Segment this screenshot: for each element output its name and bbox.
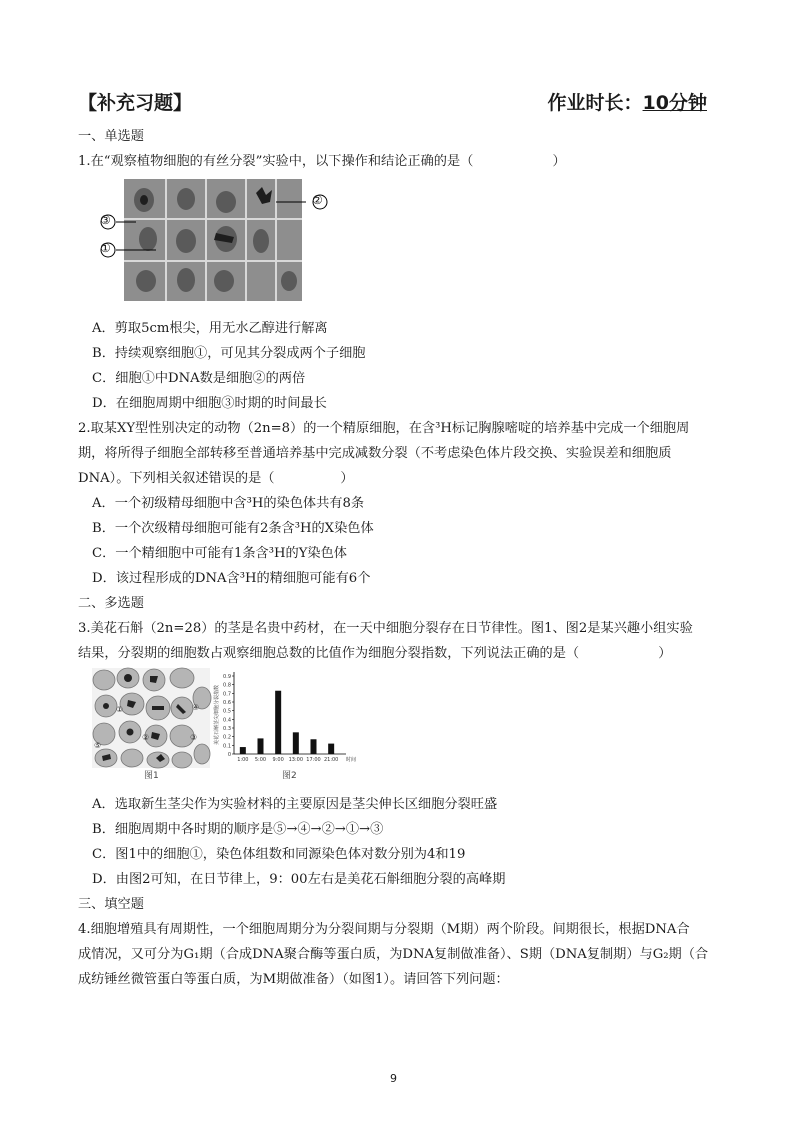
x-tick-label: 21:00 — [323, 757, 339, 763]
label-cell-3: ③ — [100, 213, 111, 227]
bar-1700 — [311, 739, 317, 754]
y-tick-label: 0.2 — [223, 734, 231, 741]
q2-option-b: B．一个次级精母细胞可能有2条含³H的X染色体 — [92, 521, 374, 536]
q3-option-d: D．由图2可知，在日节律上，9：00左右是美花石斛细胞分裂的高峰期 — [92, 872, 506, 887]
q1-option-a: A．剪取5cm根尖，用无水乙醇进行解离 — [92, 321, 328, 336]
x-tick-label: 13:00 — [288, 757, 304, 763]
label-cell-1: ① — [100, 241, 111, 255]
y-tick-label: 0.4 — [223, 717, 231, 724]
bar-2100 — [328, 744, 334, 754]
q1-option-c: C．细胞①中DNA数是细胞②的两倍 — [92, 371, 306, 386]
duration-prefix: 作业时长： — [547, 92, 643, 114]
duration-label — [548, 88, 707, 115]
svg-text:①: ① — [116, 705, 124, 714]
fig2-caption: 图2 — [282, 771, 297, 781]
cell-division-index-chart — [212, 668, 357, 768]
x-tick-label: 17:00 — [306, 757, 321, 763]
page-number: 9 — [390, 1072, 397, 1085]
svg-text:④: ④ — [192, 703, 200, 712]
y-tick-label: 0.3 — [223, 726, 231, 732]
y-axis-label: 美花石斛茎尖细胞分裂指数 — [214, 684, 220, 746]
svg-text:⑤: ⑤ — [94, 741, 102, 750]
section-fill-blank: 三、填空题 — [78, 897, 144, 912]
y-tick-label: 0 — [227, 752, 231, 758]
q3-option-c: C．图1中的细胞①，染色体组数和同源染色体对数分别为4和19 — [92, 847, 466, 862]
y-tick-label: 0.8 — [223, 682, 231, 689]
q4-stem-line-2: 成情况，又可分为G₁期（合成DNA聚合酶等蛋白质，为DNA复制做准备）、S期（DNA复制期）与G₂期（合 — [78, 947, 709, 962]
q3-stem-line-2: 结果，分裂期的细胞数占观察细胞总数的比值作为细胞分裂指数，下列说法正确的是（ ） — [78, 646, 672, 661]
q3-option-b: B．细胞周期中各时期的顺序是⑤→④→②→①→③ — [92, 822, 384, 837]
q2-option-c: C．一个精细胞中可能有1条含³H的Y染色体 — [92, 546, 347, 561]
q2-option-d: D．该过程形成的DNA含³H的精细胞可能有6个 — [92, 571, 371, 586]
q1-option-b: B．持续观察细胞①，可见其分裂成两个子细胞 — [92, 346, 366, 361]
y-tick-label: 0.9 — [223, 674, 231, 680]
y-tick-label: 0.6 — [223, 700, 231, 706]
worksheet-title: 【补充习题】 — [78, 92, 193, 114]
q4-stem-line-3: 成纺锤丝微管蛋白等蛋白质，为M期做准备）（如图1）。请回答下列问题： — [78, 972, 509, 987]
x-tick-label: 5:00 — [254, 757, 267, 763]
duration-value: 10分钟 — [642, 92, 707, 114]
q3-figure-1 — [92, 668, 210, 780]
q3-stem-line-1: 3.美花石斛（2n=28）的茎是名贵中药材，在一天中细胞分裂存在日节律性。图1、图2是某兴趣小组实验 — [78, 621, 693, 636]
svg-text:②: ② — [142, 733, 150, 742]
q1-micrograph — [96, 175, 336, 307]
y-tick-label: 0.1 — [223, 743, 231, 750]
bar-500 — [258, 738, 264, 754]
q1-option-d: D．在细胞周期中细胞③时期的时间最长 — [92, 396, 327, 411]
bar-100 — [240, 747, 246, 754]
q2-stem-line-1: 2.取某XY型性别决定的动物（2n=8）的一个精原细胞，在含³H标记胸腺嘧啶的培养基中完成一个细胞周 — [78, 421, 690, 436]
svg-text:③: ③ — [190, 733, 198, 742]
q3-figure-2 — [212, 668, 357, 781]
q1-stem: 1.在“观察植物细胞的有丝分裂”实验中，以下操作和结论正确的是（ ） — [78, 154, 566, 169]
label-cell-2: ② — [312, 193, 323, 207]
q2-option-a: A．一个初级精母细胞中含³H的染色体共有8条 — [92, 496, 365, 511]
x-tick-label: 1:00 — [237, 757, 249, 763]
section-single-choice: 一、单选题 — [78, 129, 144, 144]
y-tick-label: 0.5 — [223, 708, 231, 715]
x-axis-label: 时间 — [346, 757, 357, 763]
q4-stem-line-1: 4.细胞增殖具有周期性，一个细胞周期分为分裂间期与分裂期（M期）两个阶段。间期很长，根据DNA合 — [78, 922, 690, 937]
section-multi-choice: 二、多选题 — [78, 596, 144, 611]
bar-1300 — [293, 732, 299, 754]
q3-option-a: A．选取新生茎尖作为实验材料的主要原因是茎尖伸长区细胞分裂旺盛 — [92, 797, 498, 812]
bar-900 — [275, 691, 281, 754]
q2-stem-line-2: 期，将所得子细胞全部转移至普通培养基中完成减数分裂（不考虑染色体片段交换、实验误差和细胞质 — [78, 446, 672, 461]
y-tick-label: 0.7 — [223, 691, 231, 698]
q2-stem-line-3: DNA）。下列相关叙述错误的是（ ） — [78, 471, 354, 486]
x-tick-label: 9:00 — [272, 757, 284, 763]
fig1-caption: 图1 — [144, 771, 159, 781]
